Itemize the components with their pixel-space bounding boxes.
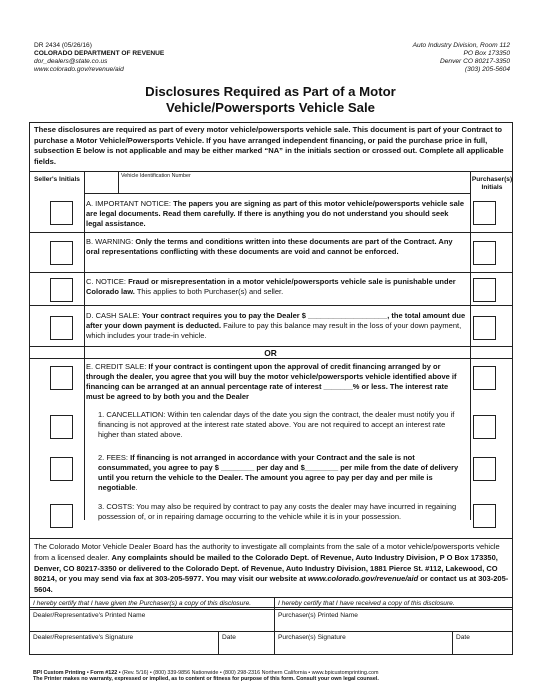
- printer-name: BPI Custom Printing • Form #122 •: [33, 670, 121, 676]
- item-a-label: A. IMPORTANT NOTICE:: [86, 199, 174, 208]
- item-c-bold-text: Fraud or misrepresentation in a motor vehicle/powersports vehicle sale is punishable under Colorado law.: [86, 277, 456, 297]
- item-b: [86, 237, 466, 257]
- phone-number: (303) 205-5604: [464, 66, 510, 73]
- purchaser-initials-box-e1[interactable]: [473, 415, 496, 439]
- purchaser-signature-label: Purchaser(s) Signature: [278, 634, 346, 641]
- dealer-certify: I hereby certify that I have given the Purchaser(s) a copy of this disclosure.: [33, 600, 252, 607]
- dealer-date-label: Date: [222, 634, 236, 641]
- item-e2-end: .: [135, 483, 138, 493]
- seller-initials-box-e1[interactable]: [50, 415, 73, 439]
- item-d-bold-text: Your contract requires you to pay the Dealer $ ___________________, the total amount due after your down payment is deducted.: [86, 311, 466, 331]
- divider: [29, 171, 513, 172]
- divider: [29, 305, 513, 306]
- purchaser-initials-box-a[interactable]: [473, 201, 496, 225]
- item-c-text: This applies to both Purchaser(s) and seller.: [134, 287, 284, 297]
- purchaser-initials-box-b[interactable]: [473, 241, 496, 265]
- page-title: [0, 84, 541, 116]
- complaint-text: The Colorado Motor Vehicle Dealer Board has the authority to investigate all complaints from the sale of a motor vehicle/powersports vehicle from a licensed dealer.: [34, 542, 500, 562]
- seller-initials-box-a[interactable]: [50, 201, 73, 225]
- purchaser-date-field[interactable]: [456, 634, 510, 654]
- vin-label: Vehicle Identification Number: [121, 173, 191, 179]
- purchaser-initials-box-d[interactable]: [473, 316, 496, 340]
- form-header-left: [34, 42, 164, 74]
- complaint-contact: or contact us at 303-205-5604.: [34, 574, 509, 595]
- dealer-signature-field[interactable]: [33, 634, 215, 654]
- purchaser-certify: I hereby certify that I have received a copy of this disclosure.: [278, 600, 455, 607]
- printer-contact: (Rev. 5/16) • (800) 339-9856 Nationwide • (800) 298-2316 Northern California • www.bpicustomprinting.com: [120, 670, 379, 676]
- item-e2-text: If financing is not arranged in accordance with your Contract and the sale is not consummated, you agree to pay $ ________ per day and $________ per mile from the date of delivery until you return the vehicle to the Dealer. The amount you agree to pay per day and per mile is negotiable: [98, 453, 459, 493]
- form-number: DR 2434 (05/26/16): [34, 42, 92, 49]
- title-line-2: Vehicle/Powersports Vehicle Sale: [166, 100, 375, 115]
- seller-initials-box-b[interactable]: [50, 241, 73, 265]
- complaint-bold-text: Any complaints should be mailed to the Colorado Dept. of Revenue, Auto Industry Division, P O Box 173350, Denver, CO 80217-3350 or delivered to the Colorado Dept. of Revenue, Auto Industry Division, 1881 Pierce St. #112, Lakewood, CO 80214, or you may send via fax at 303-205-5977. You may visit our website at: [34, 552, 498, 584]
- complaint-website: www.colorado.gov/revenue/aid: [308, 574, 419, 584]
- printer-disclaimer: The Printer makes no warranty, expressed or implied, as to content or fitness for purpose of this form. Consult your own legal counsel.: [33, 676, 379, 682]
- item-d-label: D. CASH SALE:: [86, 311, 142, 320]
- item-d-text: Failure to pay this balance may result in the loss of your down payment, which includes your trade-in vehicle.: [86, 321, 462, 341]
- dealer-date-field[interactable]: [222, 634, 272, 654]
- item-a-text: The papers you are signing as part of this motor vehicle/powersports vehicle sale are legal documents. Read them carefully. If there is anything you do not understand you should seek legal assistance.: [86, 199, 465, 229]
- seller-initials-box-e[interactable]: [50, 366, 73, 390]
- divider: [274, 597, 275, 655]
- dealer-signature-label: Dealer/Representative's Signature: [33, 634, 134, 641]
- or-separator: OR: [264, 348, 277, 358]
- item-e-label: E. CREDIT SALE:: [86, 362, 149, 371]
- divider: [29, 232, 513, 233]
- divider: [218, 631, 219, 655]
- seller-initials-box-e3[interactable]: [50, 504, 73, 528]
- item-e2-fees: [98, 453, 466, 493]
- item-b-label: B. WARNING:: [86, 237, 136, 246]
- divider: [29, 358, 513, 359]
- divider: [29, 272, 513, 273]
- item-e-text: If your contract is contingent upon the approval of credit financing arranged by or through the dealer, you agree that you will buy the motor vehicle/powersports vehicle identified above if financing can be arranged at an annual percentage rate of interest _______% or less. The interest rate must be agreed to by both you and the Dealer: [86, 362, 457, 402]
- seller-initials-box-e2[interactable]: [50, 457, 73, 481]
- item-e: [86, 362, 466, 402]
- purchaser-printed-name-label: Purchaser(s) Printed Name: [278, 612, 358, 619]
- divider: [118, 171, 119, 193]
- item-b-text: Only the terms and conditions written into these documents are part of the Contract. Any oral representations conflicting with these documents are void and cannot be enforced.: [86, 237, 453, 257]
- purchaser-date-label: Date: [456, 634, 470, 641]
- seller-initials-box-c[interactable]: [50, 278, 73, 302]
- department-name: COLORADO DEPARTMENT OF REVENUE: [34, 50, 165, 57]
- item-d: [86, 311, 466, 341]
- intro-paragraph: These disclosures are required as part of every motor vehicle/powersports vehicle sale. This document is part of your Contract to purchase a Motor Vehicle/Powersports Vehicle. If you have arranged independent financing, or paid the purchase price in full, subsection E below is not applicable and may be either marked “NA” in the initials section or crossed out. Complete all applicable fields.: [34, 125, 504, 166]
- dealer-printed-name-label: Dealer/Representative's Printed Name: [33, 612, 146, 619]
- division-address: Auto Industry Division, Room 112: [412, 42, 510, 49]
- department-website: www.colorado.gov/revenue/aid: [34, 66, 124, 73]
- form-header-right: [413, 42, 510, 74]
- divider: [84, 193, 470, 194]
- item-a: [86, 199, 466, 229]
- purchaser-initials-box-e[interactable]: [473, 366, 496, 390]
- divider: [29, 346, 513, 347]
- department-email: dor_dealers@state.co.us: [34, 58, 108, 65]
- seller-initials-header: Seller's Initials: [34, 176, 80, 183]
- title-line-1: Disclosures Required as Part of a Motor: [145, 84, 396, 99]
- purchaser-initials-box-e2[interactable]: [473, 457, 496, 481]
- item-e2-label: 2. FEES:: [98, 453, 131, 462]
- city-zip: Denver CO 80217-3350: [439, 58, 510, 65]
- printer-footer: [33, 670, 379, 682]
- purchaser-signature-field[interactable]: [278, 634, 450, 654]
- divider: [452, 631, 453, 655]
- purchaser-initials-box-e3[interactable]: [473, 504, 496, 528]
- divider: [29, 538, 513, 539]
- item-e1-cancellation: 1. CANCELLATION: Within ten calendar days of the date you sign the contract, the dealer must notify you if financing is not approved at the interest rate stated above. You are not required to accept an interest rate higher than stated above.: [98, 410, 455, 440]
- purchaser-printed-name-field[interactable]: [278, 612, 510, 632]
- item-c-label: C. NOTICE:: [86, 277, 129, 286]
- item-e3-costs: 3. COSTS: You may also be required by contract to pay any costs the dealer may have incurred in regaining possession of, or in repairing damage occurring to the vehicle while it is in your possession.: [98, 502, 457, 522]
- purchaser-initials-box-c[interactable]: [473, 278, 496, 302]
- item-c: [86, 277, 466, 297]
- seller-initials-box-d[interactable]: [50, 316, 73, 340]
- divider: [29, 631, 513, 632]
- purchaser-initials-header: Purchaser(s) Initials: [471, 176, 513, 191]
- divider: [29, 609, 513, 610]
- complaint-paragraph: [34, 542, 510, 596]
- po-box: PO Box 173350: [463, 50, 510, 57]
- dealer-printed-name-field[interactable]: [33, 612, 271, 632]
